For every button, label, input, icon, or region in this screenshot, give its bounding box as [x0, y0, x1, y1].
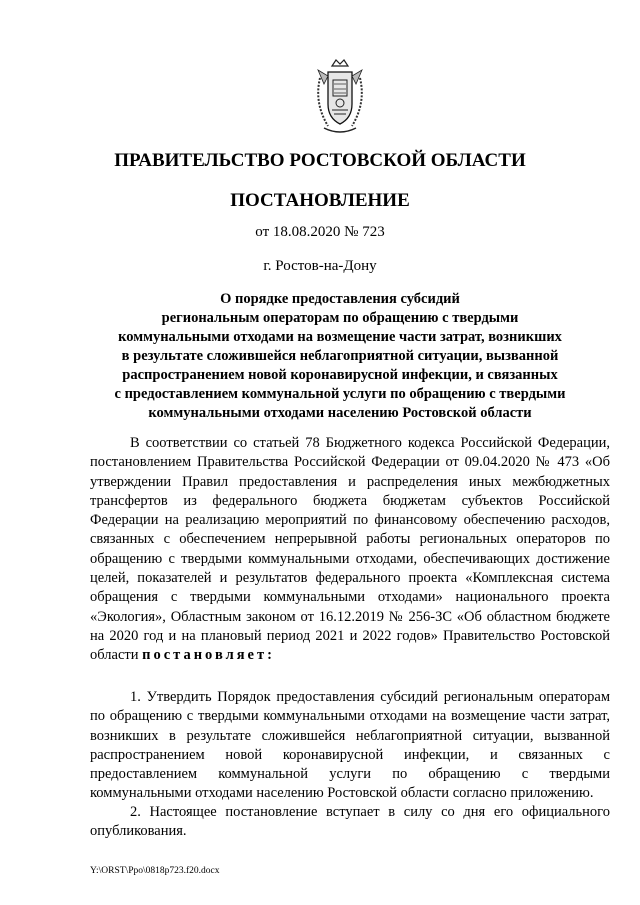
date-number: от 18.08.2020 № 723	[255, 224, 385, 240]
document-type: ПОСТАНОВЛЕНИЕ	[230, 190, 410, 211]
subject-line: региональным операторам по обращению с твердыми	[161, 310, 519, 326]
subject-line: коммунальными отходами населению Ростовской области	[148, 405, 532, 421]
document-subject	[80, 290, 600, 423]
file-path-footer: Y:\ORST\Ppo\0818p723.f20.docx	[90, 866, 220, 876]
government-title: ПРАВИТЕЛЬСТВО РОСТОВСКОЙ ОБЛАСТИ	[114, 150, 526, 171]
subject-line: распространением новой коронавирусной инфекции, и связанных	[122, 367, 558, 383]
intro-paragraph	[90, 434, 610, 666]
item-2-paragraph: 2. Настоящее постановление вступает в силу со дня его официального опубликования.	[90, 804, 610, 840]
decree-word: постановляет:	[142, 647, 275, 664]
intro-text: В соответствии со статьей 78 Бюджетного кодекса Российской Федерации, постановлением Правительства Российской Федерации от 09.04.2020 № 473 «Об утверждении Правил предоставления и распределения иных межбюджетных трансфертов из федерального бюджета бюджетам субъектов Российской Федерации на реализацию мероприятий по финансовому обеспечению расходов, связанных с обеспечением непрерывной работы региональных операторов по обращению с твердыми коммунальными отходами, обеспечивающих достижение целей, показателей и результатов федерального проекта «Комплексная система обращения с твердыми коммунальными отходами» национального проекта «Экология», Областным законом от 16.12.2019 № 256-ЗС «Об областном бюджете на 2020 год и на плановый период 2021 и 2022 годов» Правительство Ростовской области	[90, 435, 610, 664]
coat-of-arms-icon	[310, 58, 370, 136]
subject-line: коммунальными отходами на возмещение части затрат, возникших	[118, 329, 562, 345]
subject-line: с предоставлением коммунальной услуги по обращению с твердыми	[114, 386, 566, 402]
subject-line: в результате сложившейся неблагоприятной ситуации, вызванной	[121, 348, 559, 364]
city: г. Ростов-на-Дону	[263, 258, 377, 274]
item-1-paragraph: 1. Утвердить Порядок предоставления субсидий региональным операторам по обращению с твердыми коммунальными отходами на возмещение части затрат, возникших в результате сложившейся неблагоприятной ситуации, вызванной распространением новой коронавирусной инфекции, и связанных с предоставлением коммунальной услуги по обращению с твердыми коммунальными отходами населению Ростовской области согласно приложению.	[90, 689, 610, 802]
subject-line: О порядке предоставления субсидий	[220, 291, 460, 307]
